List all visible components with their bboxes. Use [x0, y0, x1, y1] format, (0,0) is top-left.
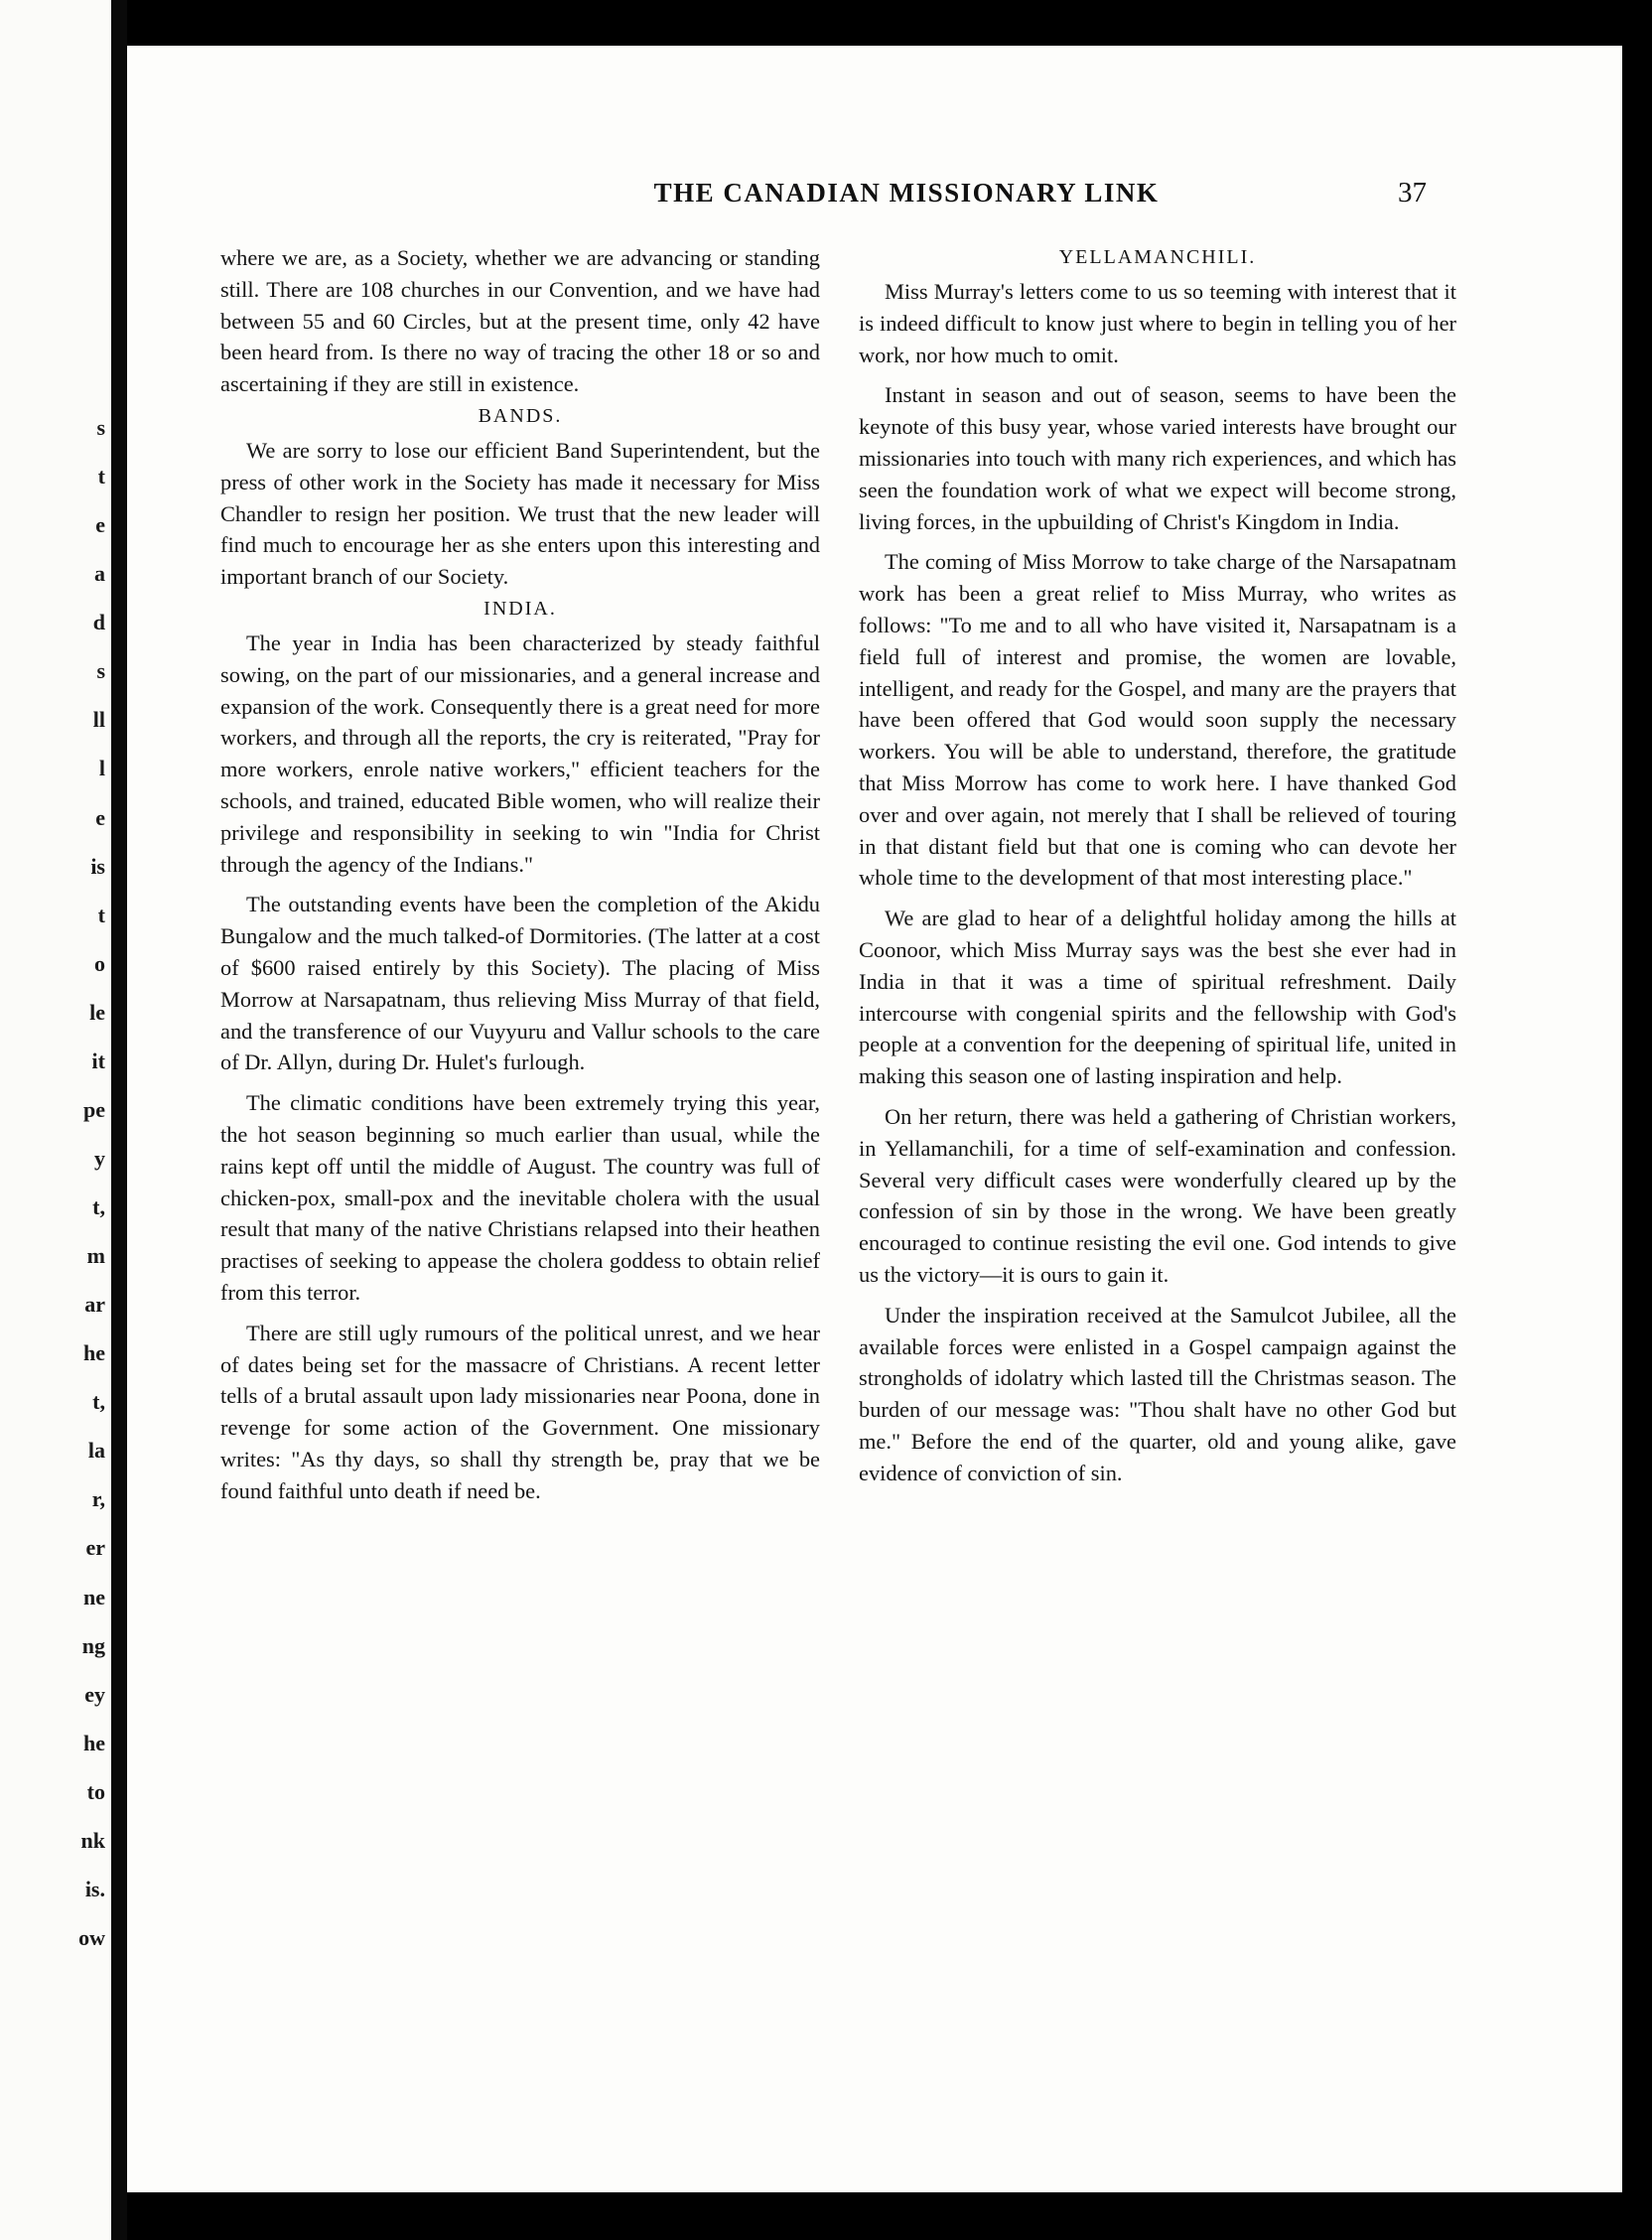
margin-fragment: m: [86, 1243, 105, 1268]
india-paragraph: The outstanding events have been the completion of the Akidu Bungalow and the much talked-of Dormitories. (The latter at a cost of $600 raised entirely by this Society). The placing of Miss Morrow at Narsapatnam, thus relieving Miss Murray of that field, and the transference of our Vuyyuru and Vallur schools to the care of Dr. Allyn, during Dr. Hulet's furlough.: [220, 892, 820, 1075]
page-37: [127, 46, 1622, 2192]
section-heading-bands: BANDS.: [478, 404, 563, 427]
india-paragraph: There are still ugly rumours of the political unrest, and we hear of dates being set for the massacre of Christians. A recent letter tells of a brutal assault upon lady missionaries near Poona, done in revenge for some action of the Government. One missionary writes: "As thy days, so shall thy strength be, pray that we be found faithful unto death if need be.: [220, 1320, 820, 1503]
margin-fragment: o: [94, 951, 105, 976]
margin-fragment: s: [96, 658, 105, 683]
margin-fragment: nk: [80, 1828, 105, 1853]
margin-fragment: ll: [92, 707, 105, 732]
margin-fragment: a: [94, 561, 105, 586]
adjacent-page-strip: [0, 0, 111, 2240]
margin-fragment: t,: [92, 1194, 105, 1219]
margin-fragment: er: [85, 1535, 105, 1560]
margin-fragment: y: [94, 1146, 105, 1171]
yellamanchili-paragraph: Miss Murray's letters come to us so teeming with interest that it is indeed difficult to know just where to begin in telling you of her work, nor how much to omit.: [859, 279, 1456, 367]
margin-fragment: t,: [92, 1389, 105, 1414]
binding-gutter: [111, 0, 127, 2240]
yellamanchili-paragraph: On her return, there was held a gathering of Christian workers, in Yellamanchili, for a time of self-examination and confession. Several very difficult cases were wonderfully cleared up by the confession of sin by those in the wrong. We have been greatly encouraged to continue resisting the evil one. God intends to give us the victory—it is ours to gain it.: [859, 1103, 1456, 1287]
bands-paragraph: We are sorry to lose our efficient Band Superintendent, but the press of other work in the Society has made it necessary for Miss Chandler to resign her position. We trust that the new leader will find much to encourage her as she enters upon this interesting and important branch of our Society.: [220, 437, 820, 590]
left-column: [220, 242, 820, 1506]
yellamanchili-paragraph: Instant in season and out of season, seems to have been the keynote of this busy year, whose varied interests have brought our missionaries into touch with many rich experiences, and which has seen the foundation work of what we expect will become strong, living forces, in the upbuilding of Christ's Kingdom in India.: [859, 382, 1456, 534]
margin-fragment: s: [96, 415, 105, 440]
running-header: THE CANADIAN MISSIONARY LINK: [653, 178, 1160, 208]
margin-fragment: ow: [78, 1925, 105, 1950]
yellamanchili-paragraph: We are glad to hear of a delightful holiday among the hills at Coonoor, which Miss Murray says was the best she ever had in India in that it was a time of spiritual refreshment. Daily intercourse with congenial spirits and the fellowship with God's people at a convention for the deepening of spiritual life, united in making this season one of lasting inspiration and help.: [859, 906, 1456, 1089]
margin-fragment: is: [90, 854, 105, 879]
section-heading-yellamanchili: YELLAMANCHILI.: [1058, 246, 1257, 268]
margin-fragment: t: [97, 903, 105, 927]
page-number: 37: [1398, 177, 1427, 209]
margin-fragment: ar: [84, 1292, 105, 1317]
margin-fragment: it: [91, 1049, 105, 1073]
margin-fragment: is.: [84, 1877, 105, 1901]
margin-fragment: l: [98, 756, 105, 780]
margin-fragment: pe: [83, 1097, 105, 1122]
india-paragraph: The year in India has been characterized by steady faithful sowing, on the part of our missionaries, and a general increase and expansion of the work. Consequently there is a great need for more workers, and through all the reports, the cry is reiterated, "Pray for more workers, enrole native workers," efficient teachers for the schools, and trained, educated Bible women, who will realize their privilege and responsibility in seeking to win "India for Christ through the agency of the Indians.": [220, 630, 820, 877]
margin-fragment: ne: [83, 1585, 105, 1610]
margin-fragment: he: [83, 1340, 105, 1365]
margin-fragment: le: [89, 1000, 105, 1025]
margin-fragment: ey: [84, 1682, 105, 1707]
margin-fragment: ng: [81, 1633, 105, 1658]
right-column: [859, 242, 1456, 1488]
margin-fragment: d: [92, 610, 105, 634]
margin-fragment: la: [87, 1438, 105, 1463]
section-heading-india: INDIA.: [483, 597, 557, 620]
india-paragraph: The climatic conditions have been extremely trying this year, the hot season beginning so much earlier than usual, while the rains kept off until the middle of August. The country was full of chicken-pox, small-pox and the inevitable cholera with the usual result that many of the native Christians relapsed into their heathen practises of seeking to appease the cholera goddess to obtain relief from this terror.: [220, 1090, 820, 1305]
continued-paragraph: where we are, as a Society, whether we are advancing or standing still. There are 108 churches in our Convention, and we have had between 55 and 60 Circles, but at the present time, only 42 have been heard from. Is there no way of tracing the other 18 or so and ascertaining if they are still in existence.: [220, 245, 820, 397]
margin-fragment: he: [83, 1731, 105, 1755]
margin-fragment: r,: [91, 1486, 105, 1511]
yellamanchili-paragraph: Under the inspiration received at the Samulcot Jubilee, all the available forces were enlisted in a Gospel campaign against the strongholds of idolatry which lasted till the Christmas season. The burden of our message was: "Thou shalt have no other God but me." Before the end of the quarter, old and young alike, gave evidence of conviction of sin.: [859, 1302, 1456, 1485]
margin-fragment: t: [97, 464, 105, 489]
yellamanchili-paragraph: The coming of Miss Morrow to take charge of the Narsapatnam work has been a great relief to Miss Murray, who writes as follows: "To me and to all who have visited it, Narsapatnam is a field full of interest and promise, the women are lovable, intelligent, and ready for the Gospel, and many are the prayers that have been offered that God would soon supply the necessary workers. You will be able to understand, therefore, the gratitude that Miss Morrow has come to work here. I have thanked God over and over again, not merely that I shall be relieved of touring in that distant field but that one is coming who can devote her whole time to the development of that most interesting place.": [859, 549, 1456, 891]
margin-fragment: to: [86, 1779, 105, 1804]
margin-fragment: e: [95, 805, 105, 830]
margin-fragment: e: [95, 512, 105, 537]
